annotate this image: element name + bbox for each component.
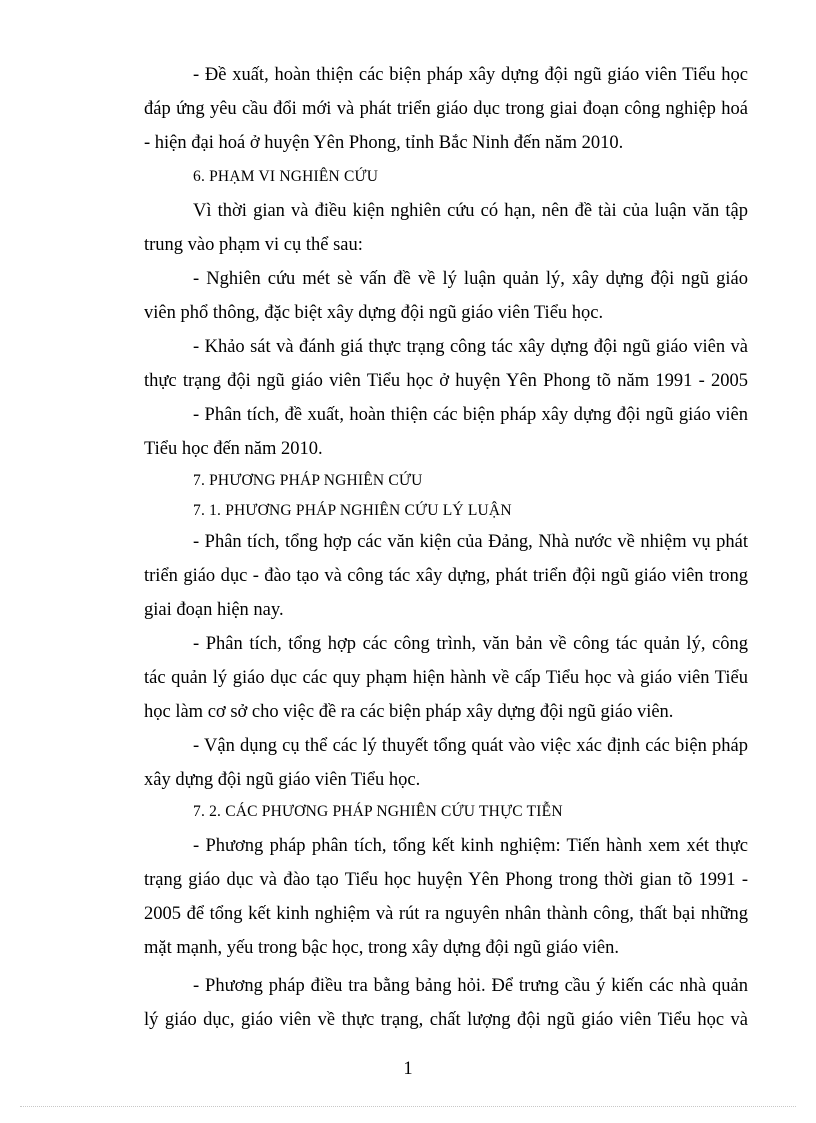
text-line: - Phương pháp phân tích, tổng kết kinh nghiệm: Tiến hành xem xét thực	[193, 836, 748, 856]
text-line: học làm cơ sở cho việc đề ra các biện pháp xây dựng đội ngũ giáo viên.	[144, 702, 674, 722]
page-number: 1	[403, 1059, 413, 1079]
text-line: 2005 để tổng kết kinh nghiệm và rút ra nguyên nhân thành công, thất bại những	[144, 904, 748, 924]
text-line: - Phân tích, tổng hợp các công trình, văn bản về công tác quản lý, công	[193, 634, 748, 654]
text-line: viên phổ thông, đặc biệt xây dựng đội ngũ giáo viên Tiểu học.	[144, 303, 604, 323]
subsection-heading: 7. 2. CÁC PHƯƠNG PHÁP NGHIÊN CỨU THỰC TIỄN	[193, 803, 563, 820]
text-line: xây dựng đội ngũ giáo viên Tiểu học.	[144, 770, 421, 790]
text-line: giai đoạn hiện nay.	[144, 600, 284, 620]
text-line: - hiện đại hoá ở huyện Yên Phong, tỉnh Bắc Ninh đến năm 2010.	[144, 133, 624, 153]
text-line: - Đề xuất, hoàn thiện các biện pháp xây dựng đội ngũ giáo viên Tiểu học	[193, 65, 748, 85]
text-line: lý giáo dục, giáo viên về thực trạng, chất lượng đội ngũ giáo viên Tiểu học và	[144, 1010, 748, 1030]
text-line: trung vào phạm vi cụ thể sau:	[144, 235, 363, 255]
text-line: triển giáo dục - đào tạo và công tác xây dựng, phát triển đội ngũ giáo viên trong	[144, 566, 748, 586]
section-heading: 6. PHẠM VI NGHIÊN CỨU	[193, 168, 379, 185]
text-line: - Phân tích, tổng hợp các văn kiện của Đảng, Nhà nước về nhiệm vụ phát	[193, 532, 748, 552]
text-line: tác quản lý giáo dục các quy phạm hiện hành về cấp Tiểu học và giáo viên Tiểu	[144, 668, 748, 688]
section-heading: 7. PHƯƠNG PHÁP NGHIÊN CỨU	[193, 472, 423, 489]
text-line: đáp ứng yêu cầu đổi mới và phát triển giáo dục trong giai đoạn công nghiệp hoá	[144, 99, 748, 119]
text-line: - Vận dụng cụ thể các lý thuyết tổng quát vào việc xác định các biện pháp	[193, 736, 748, 756]
text-line: thực trạng đội ngũ giáo viên Tiểu học ở huyện Yên Phong tõ năm 1991 - 2005	[144, 371, 748, 391]
text-line: - Khảo sát và đánh giá thực trạng công tác xây dựng đội ngũ giáo viên và	[193, 337, 748, 357]
page-divider	[20, 1106, 796, 1107]
text-line: - Phương pháp điều tra bằng bảng hỏi. Để trưng cầu ý kiến các nhà quản	[193, 976, 748, 996]
subsection-heading: 7. 1. PHƯƠNG PHÁP NGHIÊN CỨU LÝ LUẬN	[193, 502, 512, 519]
text-line: - Nghiên cứu mét sè vấn đề về lý luận quản lý, xây dựng đội ngũ giáo	[193, 269, 748, 289]
text-line: Vì thời gian và điều kiện nghiên cứu có hạn, nên đề tài của luận văn tập	[193, 201, 748, 221]
text-line: mặt mạnh, yếu trong bậc học, trong xây dựng đội ngũ giáo viên.	[144, 938, 619, 958]
text-line: - Phân tích, đề xuất, hoàn thiện các biện pháp xây dựng đội ngũ giáo viên	[193, 405, 748, 425]
text-line: Tiểu học đến năm 2010.	[144, 439, 323, 459]
text-line: trạng giáo dục và đào tạo Tiểu học huyện Yên Phong trong thời gian tõ 1991 -	[144, 870, 748, 890]
